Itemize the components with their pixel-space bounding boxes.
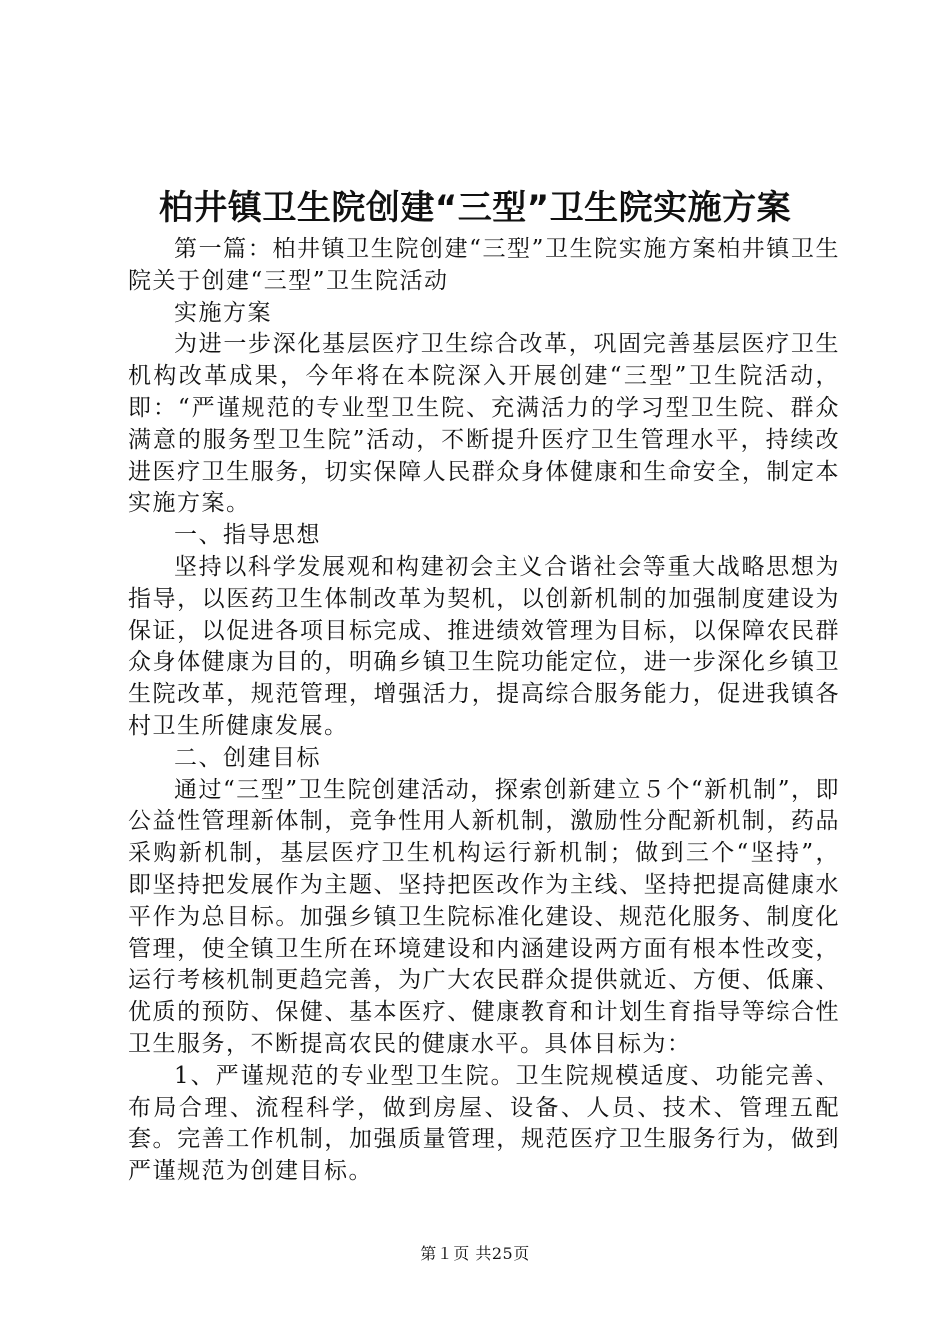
document-title: 柏井镇卫生院创建“三型”卫生院实施方案 [158, 188, 792, 228]
paragraph: 通过“三型”卫生院创建活动，探索创新建立５个“新机制”，即公益性管理新体制，竞争性用人新机制，激励性分配新机制，药品采购新机制，基层医疗卫生机构运行新机制；做到三个“坚持”，即坚持把发展作为主题、坚持把医改作为主线、坚持把提高健康水平作为总目标。加强乡镇卫生院标准化建设、规范化服务、制度化管理，使全镇卫生所在环境建设和内涵建设两方面有根本性改变，运行考核机制更趋完善，为广大农民群众提供就近、方便、低廉、优质的预防、保健、基本医疗、健康教育和计划生育指导等综合性卫生服务，不断提高农民的健康水平。具体目标为： [128, 776, 840, 1057]
section-heading: 一、指导思想 [174, 522, 321, 549]
paragraph: 为进一步深化基层医疗卫生综合改革，巩固完善基层医疗卫生机构改革成果，今年将在本院深入开展创建“三型”卫生院活动，即：“严谨规范的专业型卫生院、充满活力的学习型卫生院、群众满意的服务型卫生院”活动，不断提升医疗卫生管理水平，持续改进医疗卫生服务，切实保障人民群众身体健康和生命安全，制定本实施方案。 [128, 331, 840, 517]
section-heading: 二、创建目标 [174, 744, 321, 771]
paragraph: 坚持以科学发展观和构建初会主义合谐社会等重大战略思想为指导，以医药卫生体制改革为契机，以创新机制的加强制度建设为保证，以促进各项目标完成、推进绩效管理为目标，以保障农民群众身体健康为目的，明确乡镇卫生院功能定位，进一步深化乡镇卫生院改革，规范管理，增强活力，提高综合服务能力，促进我镇各村卫生所健康发展。 [128, 553, 840, 739]
paragraph: 实施方案 [174, 299, 272, 326]
page-footer: 第１页 共25页 [420, 1244, 530, 1263]
paragraph: 第一篇：柏井镇卫生院创建“三型”卫生院实施方案柏井镇卫生院关于创建“三型”卫生院活动 [128, 236, 840, 294]
document-body [128, 234, 840, 1188]
paragraph: 1、严谨规范的专业型卫生院。卫生院规模适度、功能完善、布局合理、流程科学，做到房屋、设备、人员、技术、管理五配套。完善工作机制，加强质量管理，规范医疗卫生服务行为，做到严谨规范为创建目标。 [128, 1062, 840, 1185]
